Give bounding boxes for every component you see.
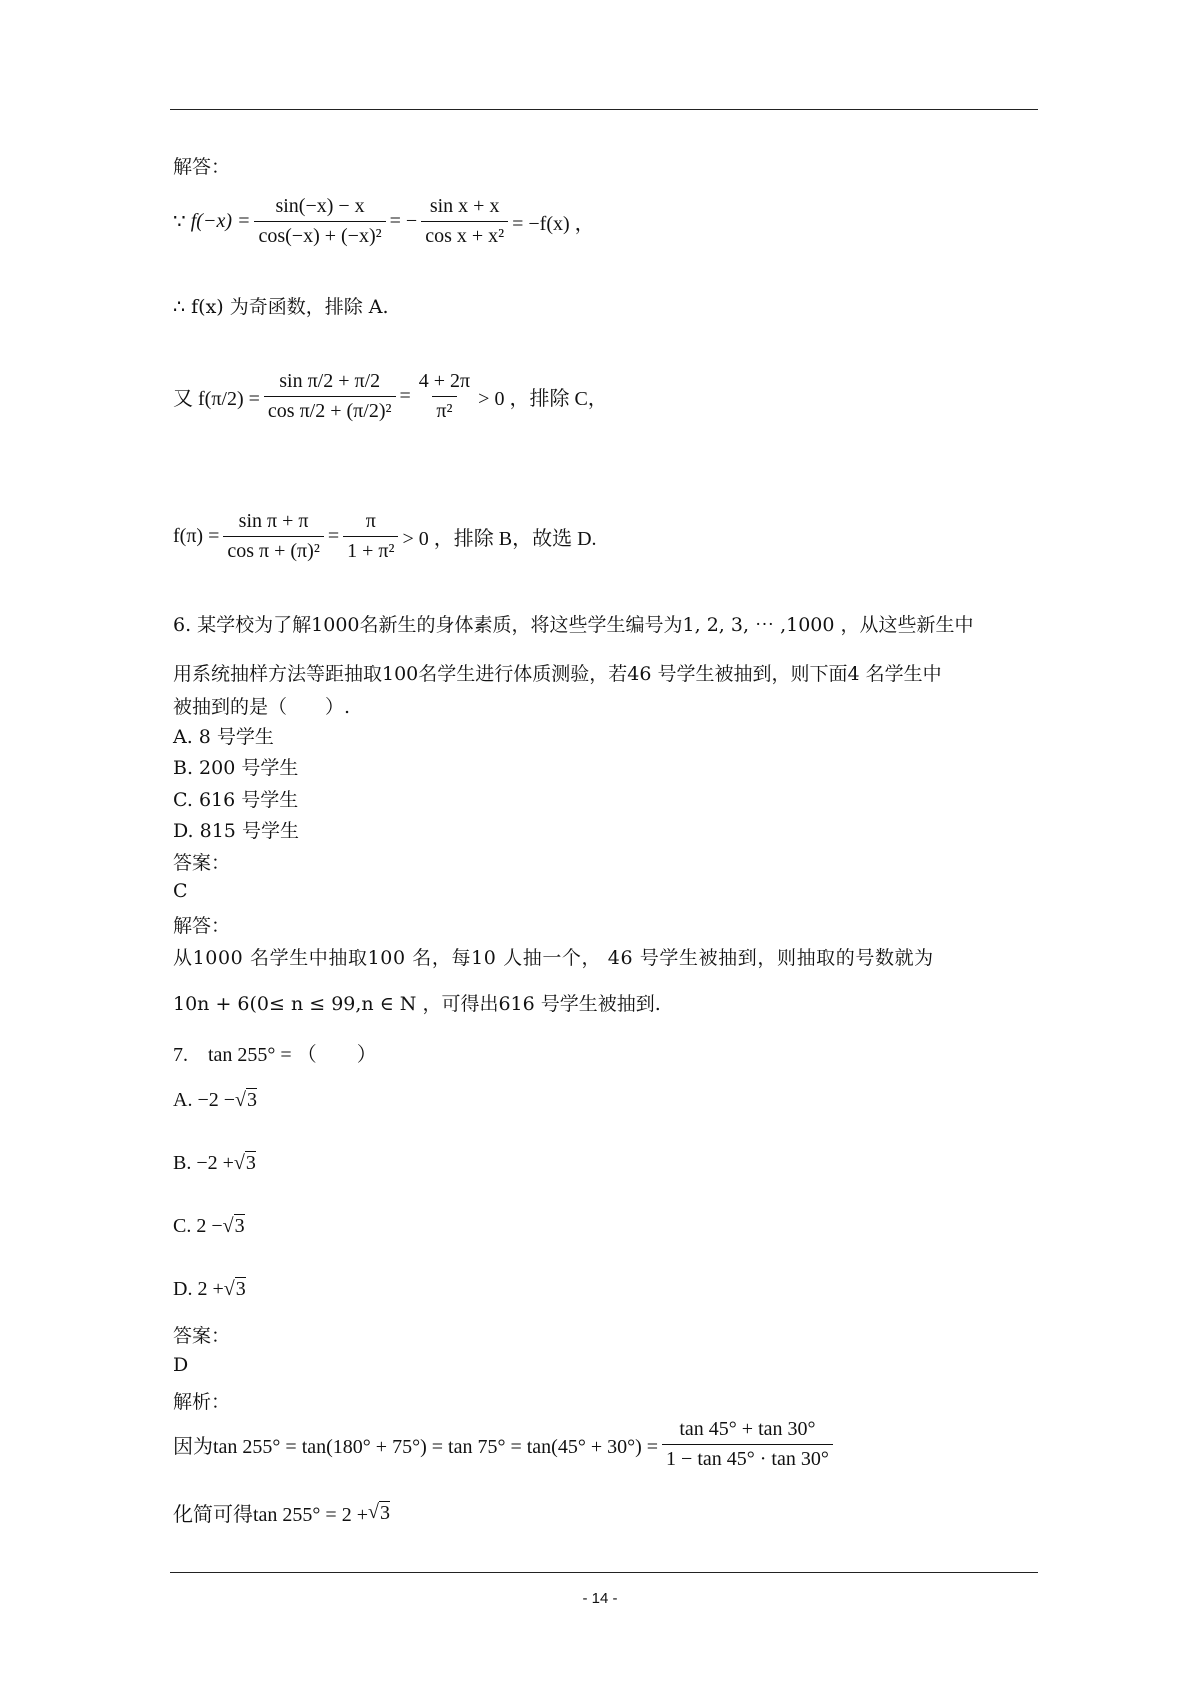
eq-lhs: f(−x) = <box>190 210 251 232</box>
eq-mid: = − <box>389 210 418 232</box>
numerator: π <box>365 510 376 532</box>
equation-half-pi <box>173 370 608 423</box>
footer-rule <box>170 1572 1038 1573</box>
q6-stem-line1: 6. 某学校为了解1000名新生的身体素质，将这些学生编号为1, 2, 3, ⋯ ,1000 ，从这些新生中 <box>173 614 974 636</box>
sqrt-icon: √ <box>368 1501 379 1523</box>
eq-mid: = <box>399 385 411 407</box>
q6-stem-line2: 用系统抽样方法等距抽取100名学生进行体质测验，若46 号学生被抽到，则下面4 名学生中 <box>173 663 942 685</box>
eq-pre: f(π) = <box>173 525 220 547</box>
radicand: 3 <box>234 1215 245 1237</box>
q7-stem: 7. tan 255° = （ ） <box>173 1044 377 1066</box>
fraction <box>415 370 474 423</box>
denominator: cos(−x) + (−x)² <box>254 221 385 248</box>
q7-answer-label: 答案： <box>173 1325 231 1347</box>
eq-rhs: = −f(x) ， <box>512 213 595 235</box>
sqrt-icon: √ <box>223 1277 235 1300</box>
numerator: 4 + 2π <box>418 370 471 392</box>
radicand: 3 <box>379 1501 390 1524</box>
equation-pi <box>173 510 597 563</box>
denominator: 1 − tan 45° · tan 30° <box>662 1444 833 1471</box>
eq-post: > 0 ，排除 C， <box>478 388 608 410</box>
denominator: cos π/2 + (π/2)² <box>264 396 396 423</box>
q6-option-c: C. 616 号学生 <box>173 789 299 811</box>
q7-analysis-label: 解析： <box>173 1391 231 1413</box>
sqrt-icon: √ <box>235 1088 246 1111</box>
equation-odd-check <box>173 195 595 248</box>
denominator: 1 + π² <box>343 536 398 563</box>
eq-pre: 又 f(π/2) = <box>173 388 260 410</box>
solution-label: 解答： <box>173 156 231 178</box>
q7-analysis-equation <box>173 1418 837 1471</box>
option-label: B. <box>173 1151 192 1174</box>
eq-post: > 0 ，排除 B，故选 D. <box>402 528 597 550</box>
numerator: sin π/2 + π/2 <box>279 370 381 392</box>
sqrt-icon: √ <box>233 1151 245 1174</box>
fraction <box>254 195 385 248</box>
option-label: C. <box>173 1214 192 1237</box>
numerator: sin x + x <box>429 195 500 217</box>
eq-pre: 因为tan 255° = tan(180° + 75°) = tan 75° = tan(45° + 30°) = <box>173 1436 659 1458</box>
fraction <box>421 195 508 248</box>
radicand: 3 <box>245 1152 256 1174</box>
numerator: tan 45° + tan 30° <box>679 1418 816 1440</box>
q7-answer: D <box>173 1354 189 1376</box>
q7-option-a <box>173 1088 257 1112</box>
denominator: π² <box>432 396 456 423</box>
q7-option-d <box>173 1277 246 1301</box>
header-rule <box>170 109 1038 110</box>
option-expr: −2 − <box>197 1088 236 1111</box>
denominator: cos x + x² <box>421 221 508 248</box>
q6-answer: C <box>173 880 188 902</box>
radicand: 3 <box>247 1089 257 1111</box>
eq-mid: = <box>327 525 340 547</box>
radicand: 3 <box>235 1278 246 1300</box>
q6-option-a: A. 8 号学生 <box>173 726 274 748</box>
eq-pre: 化简可得tan 255° = 2 + <box>173 1504 368 1526</box>
option-label: D. <box>173 1277 193 1300</box>
q6-stem-line3: 被抽到的是（ ）. <box>173 696 351 718</box>
option-expr: 2 + <box>197 1277 224 1300</box>
fraction <box>662 1418 833 1471</box>
option-label: A. <box>173 1088 193 1111</box>
option-expr: −2 + <box>196 1151 234 1174</box>
denominator: cos π + (π)² <box>223 536 323 563</box>
q6-answer-label: 答案： <box>173 852 231 874</box>
q6-option-b: B. 200 号学生 <box>173 757 299 779</box>
because-symbol: ∵ <box>173 211 186 233</box>
sqrt-icon: √ <box>222 1214 234 1237</box>
q6-solution-label: 解答： <box>173 915 231 937</box>
q7-option-c <box>173 1214 245 1238</box>
fraction <box>343 510 398 563</box>
q6-option-d: D. 815 号学生 <box>173 820 299 842</box>
q6-solution-line1: 从1000 名学生中抽取100 名，每10 人抽一个， 46 号学生被抽到，则抽取的号数就为 <box>173 947 934 969</box>
q7-simplified <box>173 1498 390 1527</box>
fraction <box>223 510 323 563</box>
numerator: sin π + π <box>238 510 309 532</box>
q7-option-b <box>173 1151 256 1175</box>
odd-function-line: ∴ f(x) 为奇函数，排除 A. <box>173 296 389 318</box>
q6-solution-line2: 10n + 6(0≤ n ≤ 99,n ∈ N ，可得出616 号学生被抽到. <box>173 993 661 1015</box>
fraction <box>264 370 396 423</box>
numerator: sin(−x) − x <box>275 195 365 217</box>
page-number: - 14 - <box>582 1590 618 1607</box>
option-expr: 2 − <box>196 1214 223 1237</box>
